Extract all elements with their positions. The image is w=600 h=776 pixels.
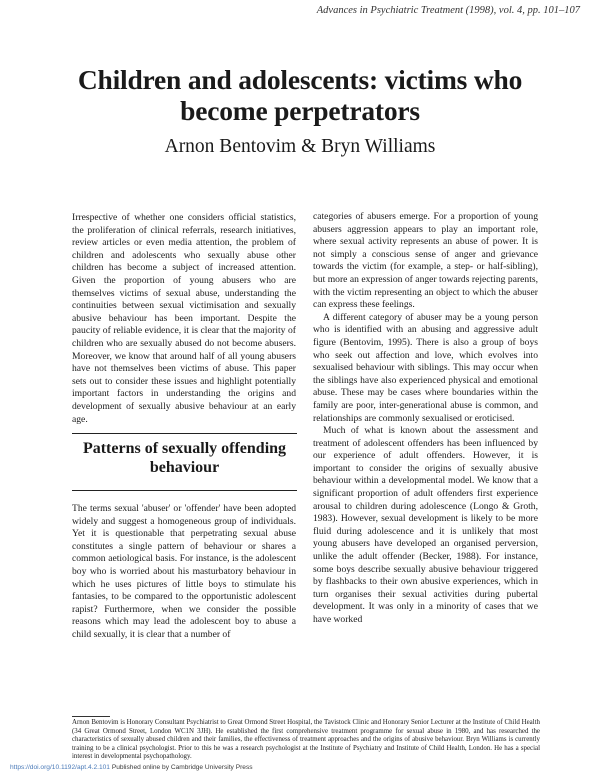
section-rule-bottom: [72, 490, 297, 491]
article-title: [0, 64, 600, 126]
section-paragraph: The terms sexual 'abuser' or 'offender' have been adopted widely and suggest a homogeneous group of individuals. Yet it is questionable that perpetrating sexual abuse constitutes a single pattern of behaviour or shares a common aetiological basis. For instance, is the adolescent boy who is worried about his masturbatory behaviour in which he uses pictures of little boys to stimulate his fantasies, to be compared to the opportunistic adolescent rapist? Furthermore, when we consider the possible reasons which may lead the adolescent boy to abuse a child sexually, it is clear that a number of: [72, 503, 296, 640]
section-heading: Patterns of sexually offending behaviour: [82, 440, 287, 476]
article-authors: Arnon Bentovim & Bryn Williams: [164, 136, 436, 157]
footnote-rule: [72, 716, 110, 717]
col2-paragraph-1: categories of abusers emerge. For a proportion of young abusers aggression appears to play an important role, where sexual activity represents an abuse of power. It is not simply a conscious sense of anger and grievance towards the victim (for example, a step- or half-sibling), but more an expression of anger towards rejecting parents, with the victim representing an object to which the abuser can express these feelings.: [313, 211, 538, 311]
doi-footer: [10, 764, 253, 771]
column-1-section: [72, 503, 296, 642]
article-title-line-1: Children and adolescents: victims who: [77, 64, 523, 95]
col2-paragraph-3: Much of what is known about the assessment and treatment of adolescent offenders has been influenced by our experience of adult offenders. However, it is important to consider the origins of sexually abusive behaviour within a developmental model. We know that a significant proportion of adult offenders first experience arousal to children during adolescence (Longo & Groth, 1983). However, sexual development is likely to be more fluid during adolescence and it is unlikely that most young abusers have developed an organised perversion, unlike the adult offender (Becker, 1988). For instance, some boys describe sexually abusive behaviour triggered by flashbacks to their own abusive experiences, which in turn organises their sexual activities during pubertal development. It was only in a minority of cases that we have worked: [313, 425, 538, 625]
column-2: [313, 211, 538, 627]
col2-paragraph-2: A different category of abuser may be a young person who is identified with an abusing and aggressive adult figure (Bentovim, 1995). There is also a group of boys who seek out affection and love, which evolves into sexualised behaviour with siblings. This may occur when the siblings have also experienced physical and emotional abuse. These may be cases where boundaries within the family are poor, inter-generational abuse is common, and relationships are commonly sexualised or eroticised.: [313, 311, 538, 424]
intro-paragraph: Irrespective of whether one considers official statistics, the proliferation of clinical referrals, research initiatives, review articles or even media attention, the problem of children and adolescents who sexually abuse other children has become a subject of increased attention. Given the proportion of young abusers who are themselves victims of sexual abuse, understanding the continuities between sexual victimisation and sexually abusive behaviour has been important. Despite the paucity of reliable evidence, it is clear that the majority of children who are sexually abused do not become abusers. Moreover, we know that around half of all young abusers have not themselves been victims of abuse. This paper sets out to consider these issues and highlight potentially important factors in understanding the origins and development of sexually abusive behaviour at an early age.: [72, 212, 296, 425]
article-title-line-2: become perpetrators: [180, 95, 420, 126]
doi-link[interactable]: https://doi.org/10.1192/apt.4.2.101: [10, 764, 110, 771]
column-1-intro: [72, 212, 296, 426]
published-online-text: Published online by Cambridge University Press: [111, 764, 253, 771]
section-rule-top: [72, 433, 297, 434]
author-footnote: Arnon Bentovim is Honorary Consultant Psychiatrist to Great Ormond Street Hospital, the Tavistock Clinic and Honorary Senior Lecturer at the Institute of Child Health (34 Great Ormond Street, London WC1N 3JH). He established the first comprehensive treatment programme for sexual abuse in 1980, and has researched the characteristics of sexually abused children and their families, the effectiveness of treatment approaches and the origins of abusive behaviour. Bryn Williams is currently training to be a clinical psychologist. Prior to this he was a research psychologist at the Institute of Psychiatry and Institute of Child Health, London. He has a special interest in developmental psychopathology.: [72, 719, 540, 761]
journal-citation: Advances in Psychiatric Treatment (1998), vol. 4, pp. 101–107: [316, 5, 580, 16]
